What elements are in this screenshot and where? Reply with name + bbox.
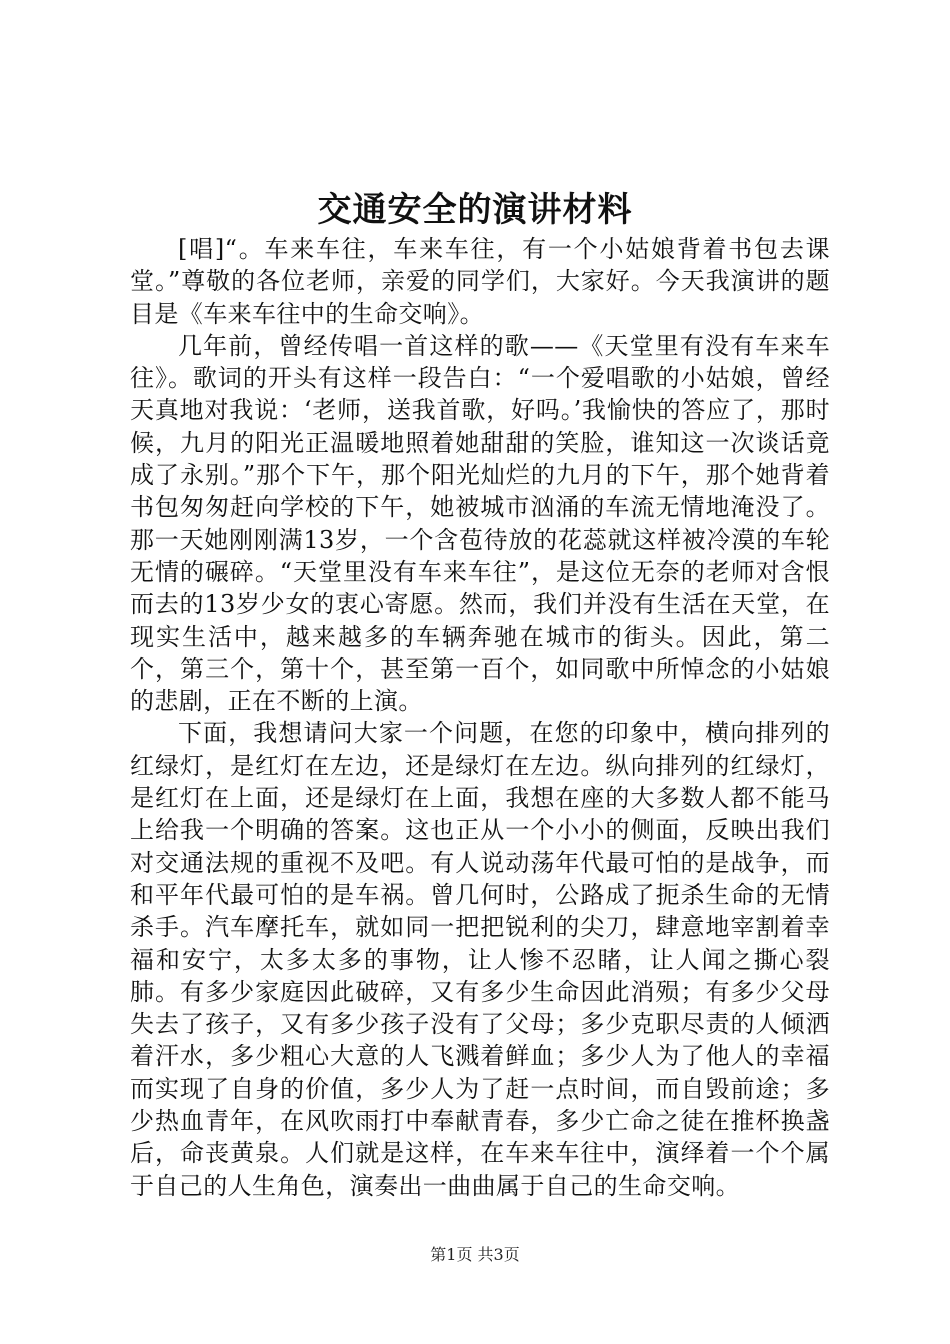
document-title: 交通安全的演讲材料 [317, 190, 633, 230]
document-body [130, 233, 830, 1202]
paragraph-1: [唱]“。车来车往，车来车往，有一个小姑娘背着书包去课堂。”尊敬的各位老师，亲爱的同学们，大家好。今天我演讲的题目是《车来车往中的生命交响》。 [130, 235, 830, 328]
page-number-footer: 第1页 共3页 [430, 1245, 520, 1264]
paragraph-2: 几年前，曾经传唱一首这样的歌——《天堂里有没有车来车往》。歌词的开头有这样一段告白：“一个爱唱歌的小姑娘，曾经天真地对我说：‘老师，送我首歌，好吗。’我愉快的答应了，那时候，九月的阳光正温暖地照着她甜甜的笑脸，谁知这一次谈话竟成了永别。”那个下午，那个阳光灿烂的九月的下午，那个她背着书包匆匆赶向学校的下午，她被城市汹涌的车流无情地淹没了。那一天她刚刚满13岁，一个含苞待放的花蕊就这样被冷漠的车轮无情的碾碎。“天堂里没有车来车往”，是这位无奈的老师对含恨而去的13岁少女的衷心寄愿。然而，我们并没有生活在天堂，在现实生活中，越来越多的车辆奔驰在城市的街头。因此，第二个，第三个，第十个，甚至第一百个，如同歌中所悼念的小姑娘的悲剧，正在不断的上演。 [130, 331, 830, 716]
paragraph-3: 下面，我想请问大家一个问题，在您的印象中，横向排列的红绿灯，是红灯在左边，还是绿灯在左边。纵向排列的红绿灯，是红灯在上面，还是绿灯在上面，我想在座的大多数人都不能马上给我一个明确的答案。这也正从一个小小的侧面，反映出我们对交通法规的重视不及吧。有人说动荡年代最可怕的是战争，而和平年代最可怕的是车祸。曾几何时，公路成了扼杀生命的无情杀手。汽车摩托车，就如同一把把锐利的尖刀，肆意地宰割着幸福和安宁，太多太多的事物，让人惨不忍睹，让人闻之撕心裂肺。有多少家庭因此破碎，又有多少生命因此消殒；有多少父母失去了孩子，又有多少孩子没有了父母；多少克职尽责的人倾洒着汗水，多少粗心大意的人飞溅着鲜血；多少人为了他人的幸福而实现了自身的价值，多少人为了赶一点时间，而自毁前途；多少热血青年，在风吹雨打中奉献青春，多少亡命之徒在推杯换盏后，命丧黄泉。人们就是这样，在车来车往中，演绎着一个个属于自己的人生角色，演奏出一曲曲属于自己的生命交响。 [130, 719, 830, 1200]
